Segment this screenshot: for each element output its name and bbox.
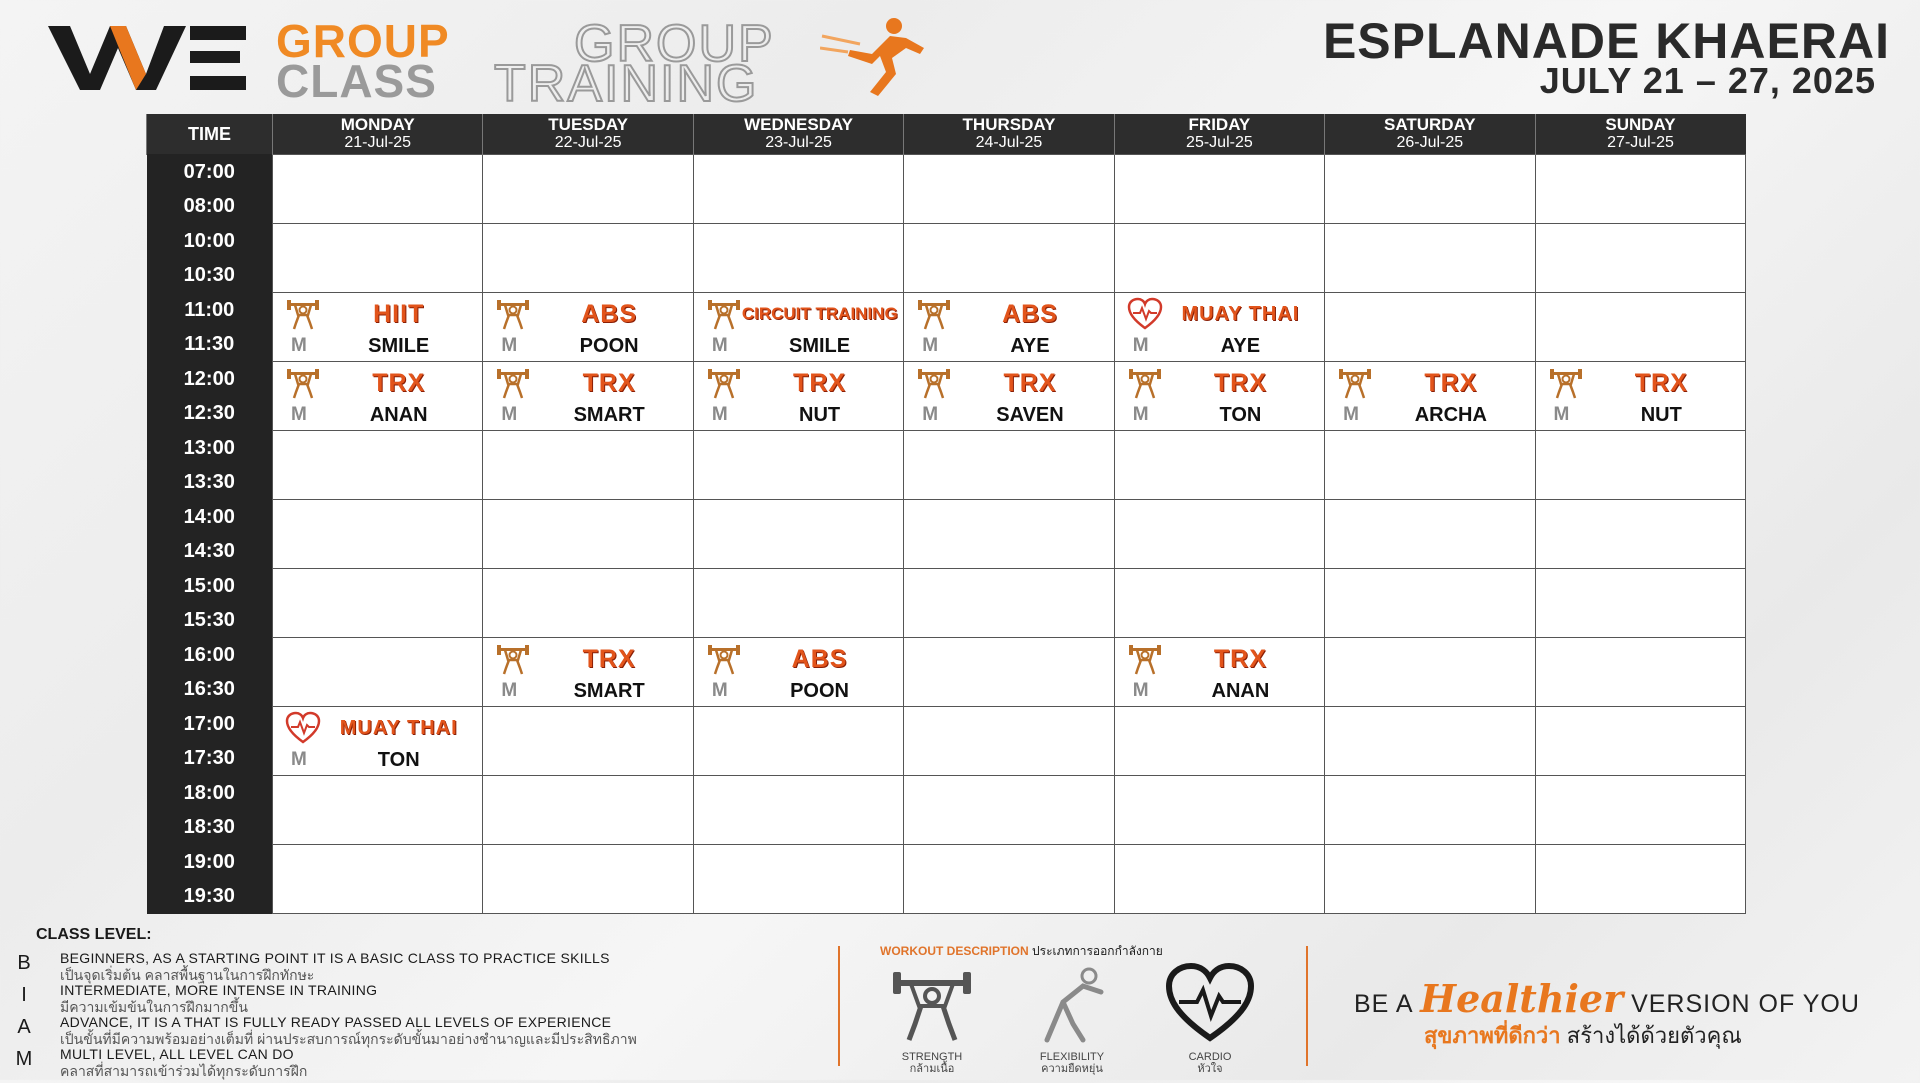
day-name: FRIDAY (1188, 115, 1251, 134)
time-label: 13:30 (147, 465, 273, 500)
empty-cell (1535, 776, 1745, 845)
class-name: TRX (793, 369, 847, 398)
empty-cell (693, 500, 903, 569)
class-level: M (291, 404, 307, 426)
slogan-th-rest: สร้างได้ด้วยตัวคุณ (1566, 1023, 1742, 1048)
empty-cell (1535, 500, 1745, 569)
day-name: TUESDAY (548, 115, 628, 134)
level-item (14, 1046, 794, 1080)
time-label: 07:00 (147, 155, 273, 190)
class-cell[interactable] (273, 362, 483, 431)
class-entry[interactable] (1325, 362, 1534, 430)
day-header (483, 114, 693, 155)
time-label: 17:00 (147, 707, 273, 742)
coach-name: SMILE (788, 335, 851, 358)
slogan-highlight: Healthier (1420, 976, 1624, 1021)
time-label: 15:00 (147, 569, 273, 604)
workout-strength (872, 962, 992, 1075)
class-name: ABS (581, 300, 638, 329)
day-date: 23-Jul-25 (765, 134, 832, 151)
class-level: M (1132, 404, 1149, 426)
empty-cell (904, 845, 1114, 914)
time-slot-row (147, 155, 1746, 190)
empty-cell (273, 638, 483, 707)
empty-cell (273, 224, 483, 293)
empty-cell (1325, 776, 1535, 845)
empty-cell (483, 155, 693, 224)
class-name: TRX (372, 369, 426, 398)
time-slot-row (147, 707, 1746, 742)
empty-cell (1114, 776, 1324, 845)
workout-description-title (880, 942, 1163, 961)
class-cell[interactable] (483, 362, 693, 431)
coach-name: POON (579, 335, 639, 358)
empty-cell (904, 431, 1114, 500)
class-cell[interactable] (483, 293, 693, 362)
empty-cell (273, 431, 483, 500)
runner-icon (820, 14, 930, 98)
coach-name: ANAN (369, 404, 428, 427)
class-cell[interactable] (904, 362, 1114, 431)
time-label: 19:30 (147, 879, 273, 913)
empty-cell (693, 845, 903, 914)
workout-label: FLEXIBILITY (1039, 1051, 1105, 1063)
cardio-icon (285, 711, 321, 745)
time-slot-row (147, 224, 1746, 259)
empty-cell (693, 569, 903, 638)
class-level: M (922, 404, 939, 426)
class-entry[interactable] (694, 638, 903, 706)
class-cell[interactable] (273, 293, 483, 362)
level-key: B (17, 952, 31, 974)
day-header (1114, 114, 1324, 155)
empty-cell (1114, 500, 1324, 569)
time-label: 16:00 (147, 638, 273, 673)
empty-cell (1325, 569, 1535, 638)
level-key: I (21, 984, 27, 1006)
brand-class: CLASS (276, 55, 437, 107)
class-level-title: CLASS LEVEL: (36, 926, 152, 943)
class-cell[interactable] (273, 707, 483, 776)
coach-name: AYE (1220, 335, 1261, 358)
class-name: ABS (791, 645, 848, 674)
day-date: 25-Jul-25 (1186, 134, 1253, 151)
empty-cell (1535, 224, 1745, 293)
class-entry[interactable] (694, 362, 903, 430)
empty-cell (483, 776, 693, 845)
level-item (14, 1014, 794, 1048)
footer-divider (838, 946, 840, 1066)
empty-cell (273, 155, 483, 224)
level-desc-en: INTERMEDIATE, MORE INTENSE IN TRAINING (60, 982, 378, 998)
time-label: 10:30 (147, 258, 273, 293)
empty-cell (483, 569, 693, 638)
time-slot-row (147, 500, 1746, 535)
level-desc-en: MULTI LEVEL, ALL LEVEL CAN DO (60, 1046, 294, 1062)
class-name: TRX (582, 645, 636, 674)
workout-title-en: WORKOUT DESCRIPTION (880, 944, 1029, 958)
class-level: M (1343, 404, 1359, 426)
day-header (693, 114, 903, 155)
workout-title-th: ประเภทการออกกำลังกาย (1032, 944, 1163, 958)
empty-cell (1535, 293, 1745, 362)
empty-cell (1535, 845, 1745, 914)
strength-icon (706, 366, 742, 400)
level-key: A (17, 1016, 31, 1038)
class-level: M (501, 404, 518, 426)
coach-name: NUT (1640, 404, 1682, 427)
schedule-header-row (147, 114, 1746, 155)
strength-icon (495, 642, 531, 676)
level-desc-en: ADVANCE, IT IS A THAT IS FULLY READY PASSED ALL LEVELS OF EXPERIENCE (60, 1014, 612, 1030)
day-header (1325, 114, 1535, 155)
class-cell[interactable] (693, 293, 903, 362)
coach-name: TON (1219, 404, 1262, 427)
class-entry[interactable] (1536, 362, 1745, 430)
strength-icon (1127, 642, 1163, 676)
day-name: THURSDAY (962, 115, 1056, 134)
empty-cell (483, 431, 693, 500)
class-entry[interactable] (904, 362, 1113, 430)
class-name: TRX (1213, 369, 1267, 398)
time-slot-row (147, 431, 1746, 466)
slogan (1354, 976, 1860, 1021)
class-level: M (711, 404, 728, 426)
class-name: TRX (1213, 645, 1267, 674)
class-name: TRX (1424, 369, 1478, 398)
class-level: M (291, 335, 307, 357)
workout-cardio (1150, 962, 1270, 1075)
strength-icon (1337, 366, 1373, 400)
empty-cell (273, 500, 483, 569)
flexibility-icon (1027, 962, 1117, 1046)
strength-icon (706, 642, 742, 676)
class-entry[interactable] (483, 362, 692, 430)
empty-cell (483, 707, 693, 776)
location-title: ESPLANADE KHAERAI (1322, 13, 1890, 69)
class-name: HIIT (373, 300, 425, 329)
time-label: 19:00 (147, 845, 273, 880)
coach-name: AYE (1010, 335, 1050, 358)
day-header (1535, 114, 1745, 155)
class-entry[interactable] (1115, 638, 1324, 706)
level-key: M (15, 1048, 33, 1070)
empty-cell (1325, 293, 1535, 362)
empty-cell (693, 431, 903, 500)
workout-label-th: กล้ามเนื้อ (909, 1063, 955, 1075)
class-entry[interactable] (273, 707, 482, 775)
day-date: 22-Jul-25 (554, 134, 622, 151)
time-label: 11:00 (147, 293, 273, 328)
coach-name: SMILE (368, 335, 430, 358)
strength-icon (495, 366, 531, 400)
time-label: 14:30 (147, 534, 273, 569)
time-label: 10:00 (147, 224, 273, 259)
slogan-th-highlight: สุขภาพที่ดีกว่า (1424, 1023, 1561, 1048)
empty-cell (904, 776, 1114, 845)
empty-cell (1535, 155, 1745, 224)
brand-group-outline: GROUP (574, 15, 775, 73)
level-desc-th: มีความเข้มข้นในการฝึกมากขึ้น (60, 999, 248, 1015)
day-date: 27-Jul-25 (1607, 134, 1674, 151)
slogan-pre: BE A (1354, 990, 1413, 1018)
class-level: M (291, 749, 307, 771)
class-level: M (922, 335, 939, 357)
class-level: M (711, 680, 728, 702)
time-header: TIME (147, 114, 273, 155)
level-desc-en: BEGINNERS, AS A STARTING POINT IT IS A BASIC CLASS TO PRACTICE SKILLS (60, 950, 610, 966)
empty-cell (904, 707, 1114, 776)
class-name: TRX (1634, 369, 1688, 398)
time-slot-row (147, 776, 1746, 811)
time-slot-row (147, 845, 1746, 880)
coach-name: SMART (573, 680, 645, 703)
day-name: MONDAY (340, 115, 415, 134)
day-header (904, 114, 1114, 155)
coach-name: SAVEN (996, 404, 1064, 427)
date-range: JULY 21 – 27, 2025 (1539, 60, 1876, 101)
level-item (14, 950, 794, 984)
cardio-icon (1127, 297, 1163, 331)
day-date: 26-Jul-25 (1396, 134, 1464, 151)
empty-cell (483, 500, 693, 569)
class-entry[interactable] (904, 293, 1113, 361)
we-logo (48, 18, 248, 94)
time-label: 18:30 (147, 810, 273, 845)
level-desc-th: เป็นขั้นที่มีความพร้อมอย่างเต็มที่ ผ่านประสบการณ์ทุกระดับขั้นมาอย่างชำนาญและมีประสิทธิภาพ (60, 1031, 637, 1047)
class-entry[interactable] (694, 293, 903, 361)
strength-icon (495, 297, 531, 331)
empty-cell (904, 500, 1114, 569)
workout-label-th: หัวใจ (1197, 1063, 1223, 1075)
empty-cell (483, 224, 693, 293)
class-cell[interactable] (1114, 293, 1324, 362)
footer-divider (1306, 946, 1308, 1066)
time-label: 11:30 (147, 327, 273, 362)
class-cell[interactable] (1325, 362, 1535, 431)
empty-cell (904, 569, 1114, 638)
strength-icon (1548, 366, 1584, 400)
strength-icon (706, 297, 742, 331)
level-item (14, 982, 794, 1016)
coach-name: SMART (573, 404, 645, 427)
class-entry[interactable] (273, 293, 482, 361)
empty-cell (904, 638, 1114, 707)
empty-cell (1325, 431, 1535, 500)
day-name: SATURDAY (1384, 115, 1476, 134)
day-header (273, 114, 483, 155)
empty-cell (273, 569, 483, 638)
class-level: M (501, 335, 518, 357)
class-cell[interactable] (1114, 638, 1324, 707)
class-entry[interactable] (483, 638, 692, 706)
class-name: MUAY THAI (1181, 303, 1300, 326)
strength-icon (285, 366, 321, 400)
cardio-icon (1165, 962, 1255, 1046)
workout-label: CARDIO (1188, 1051, 1232, 1063)
brand-training: TRAINING (494, 55, 759, 113)
time-label: 15:30 (147, 603, 273, 638)
coach-name: ARCHA (1414, 404, 1487, 427)
class-level: M (1553, 404, 1570, 426)
empty-cell (1325, 845, 1535, 914)
class-entry[interactable] (1115, 362, 1324, 430)
time-slot-row (147, 569, 1746, 604)
empty-cell (273, 845, 483, 914)
schedule-table (146, 114, 1746, 914)
empty-cell (1114, 569, 1324, 638)
time-slot-row (147, 362, 1746, 397)
class-level: M (1132, 335, 1149, 357)
strength-icon (887, 962, 977, 1046)
class-level: M (1132, 680, 1149, 702)
strength-icon (1127, 366, 1163, 400)
time-label: 12:00 (147, 362, 273, 397)
time-label: 14:00 (147, 500, 273, 535)
class-level: M (501, 680, 518, 702)
class-entry[interactable] (1115, 293, 1324, 361)
time-label: 16:30 (147, 672, 273, 707)
empty-cell (1114, 155, 1324, 224)
time-label: 13:00 (147, 431, 273, 466)
empty-cell (1325, 707, 1535, 776)
strength-icon (285, 297, 321, 331)
empty-cell (1114, 224, 1324, 293)
coach-name: TON (377, 749, 420, 772)
class-name: ABS (1002, 300, 1058, 329)
class-cell[interactable] (693, 362, 903, 431)
day-date: 21-Jul-25 (344, 134, 412, 151)
class-name: MUAY THAI (339, 717, 458, 740)
empty-cell (1114, 431, 1324, 500)
empty-cell (1535, 707, 1745, 776)
strength-icon (916, 366, 952, 400)
class-cell[interactable] (904, 293, 1114, 362)
workout-flexibility (1012, 962, 1132, 1075)
coach-name: POON (790, 680, 849, 703)
class-entry[interactable] (273, 362, 482, 430)
coach-name: NUT (799, 404, 841, 427)
class-entry[interactable] (483, 293, 692, 361)
empty-cell (1114, 707, 1324, 776)
class-cell[interactable] (693, 638, 903, 707)
strength-icon (916, 297, 952, 331)
empty-cell (904, 224, 1114, 293)
empty-cell (693, 224, 903, 293)
class-name: CIRCUIT TRAINING (741, 304, 898, 324)
empty-cell (1325, 224, 1535, 293)
time-label: 12:30 (147, 396, 273, 431)
empty-cell (1114, 845, 1324, 914)
empty-cell (1535, 431, 1745, 500)
empty-cell (273, 776, 483, 845)
empty-cell (693, 155, 903, 224)
class-name: TRX (582, 369, 636, 398)
coach-name: ANAN (1211, 680, 1270, 703)
empty-cell (1325, 638, 1535, 707)
workout-label: STRENGTH (901, 1051, 963, 1063)
empty-cell (1535, 569, 1745, 638)
empty-cell (1325, 155, 1535, 224)
class-name: TRX (1003, 369, 1057, 398)
class-cell[interactable] (1535, 362, 1745, 431)
empty-cell (693, 707, 903, 776)
class-level: M (711, 335, 728, 357)
day-date: 24-Jul-25 (975, 134, 1043, 151)
time-label: 17:30 (147, 741, 273, 776)
class-cell[interactable] (483, 638, 693, 707)
empty-cell (1325, 500, 1535, 569)
time-slot-row (147, 293, 1746, 328)
slogan-post: VERSION OF YOU (1631, 990, 1860, 1018)
day-name: WEDNESDAY (744, 115, 854, 134)
empty-cell (693, 776, 903, 845)
class-cell[interactable] (1114, 362, 1324, 431)
time-label: 18:00 (147, 776, 273, 811)
time-label: 08:00 (147, 189, 273, 224)
workout-label-th: ความยืดหยุ่น (1041, 1063, 1103, 1075)
brand-group-orange: GROUP (276, 15, 450, 67)
empty-cell (483, 845, 693, 914)
day-name: SUNDAY (1605, 115, 1676, 134)
slogan-thai (1424, 1018, 1742, 1053)
time-slot-row (147, 638, 1746, 673)
empty-cell (904, 155, 1114, 224)
empty-cell (1535, 638, 1745, 707)
level-desc-th: คลาสที่สามารถเข้าร่วมได้ทุกระดับการฝึก (60, 1063, 308, 1079)
level-desc-th: เป็นจุดเริ่มต้น คลาสพื้นฐานในการฝึกทักษะ (60, 967, 315, 983)
